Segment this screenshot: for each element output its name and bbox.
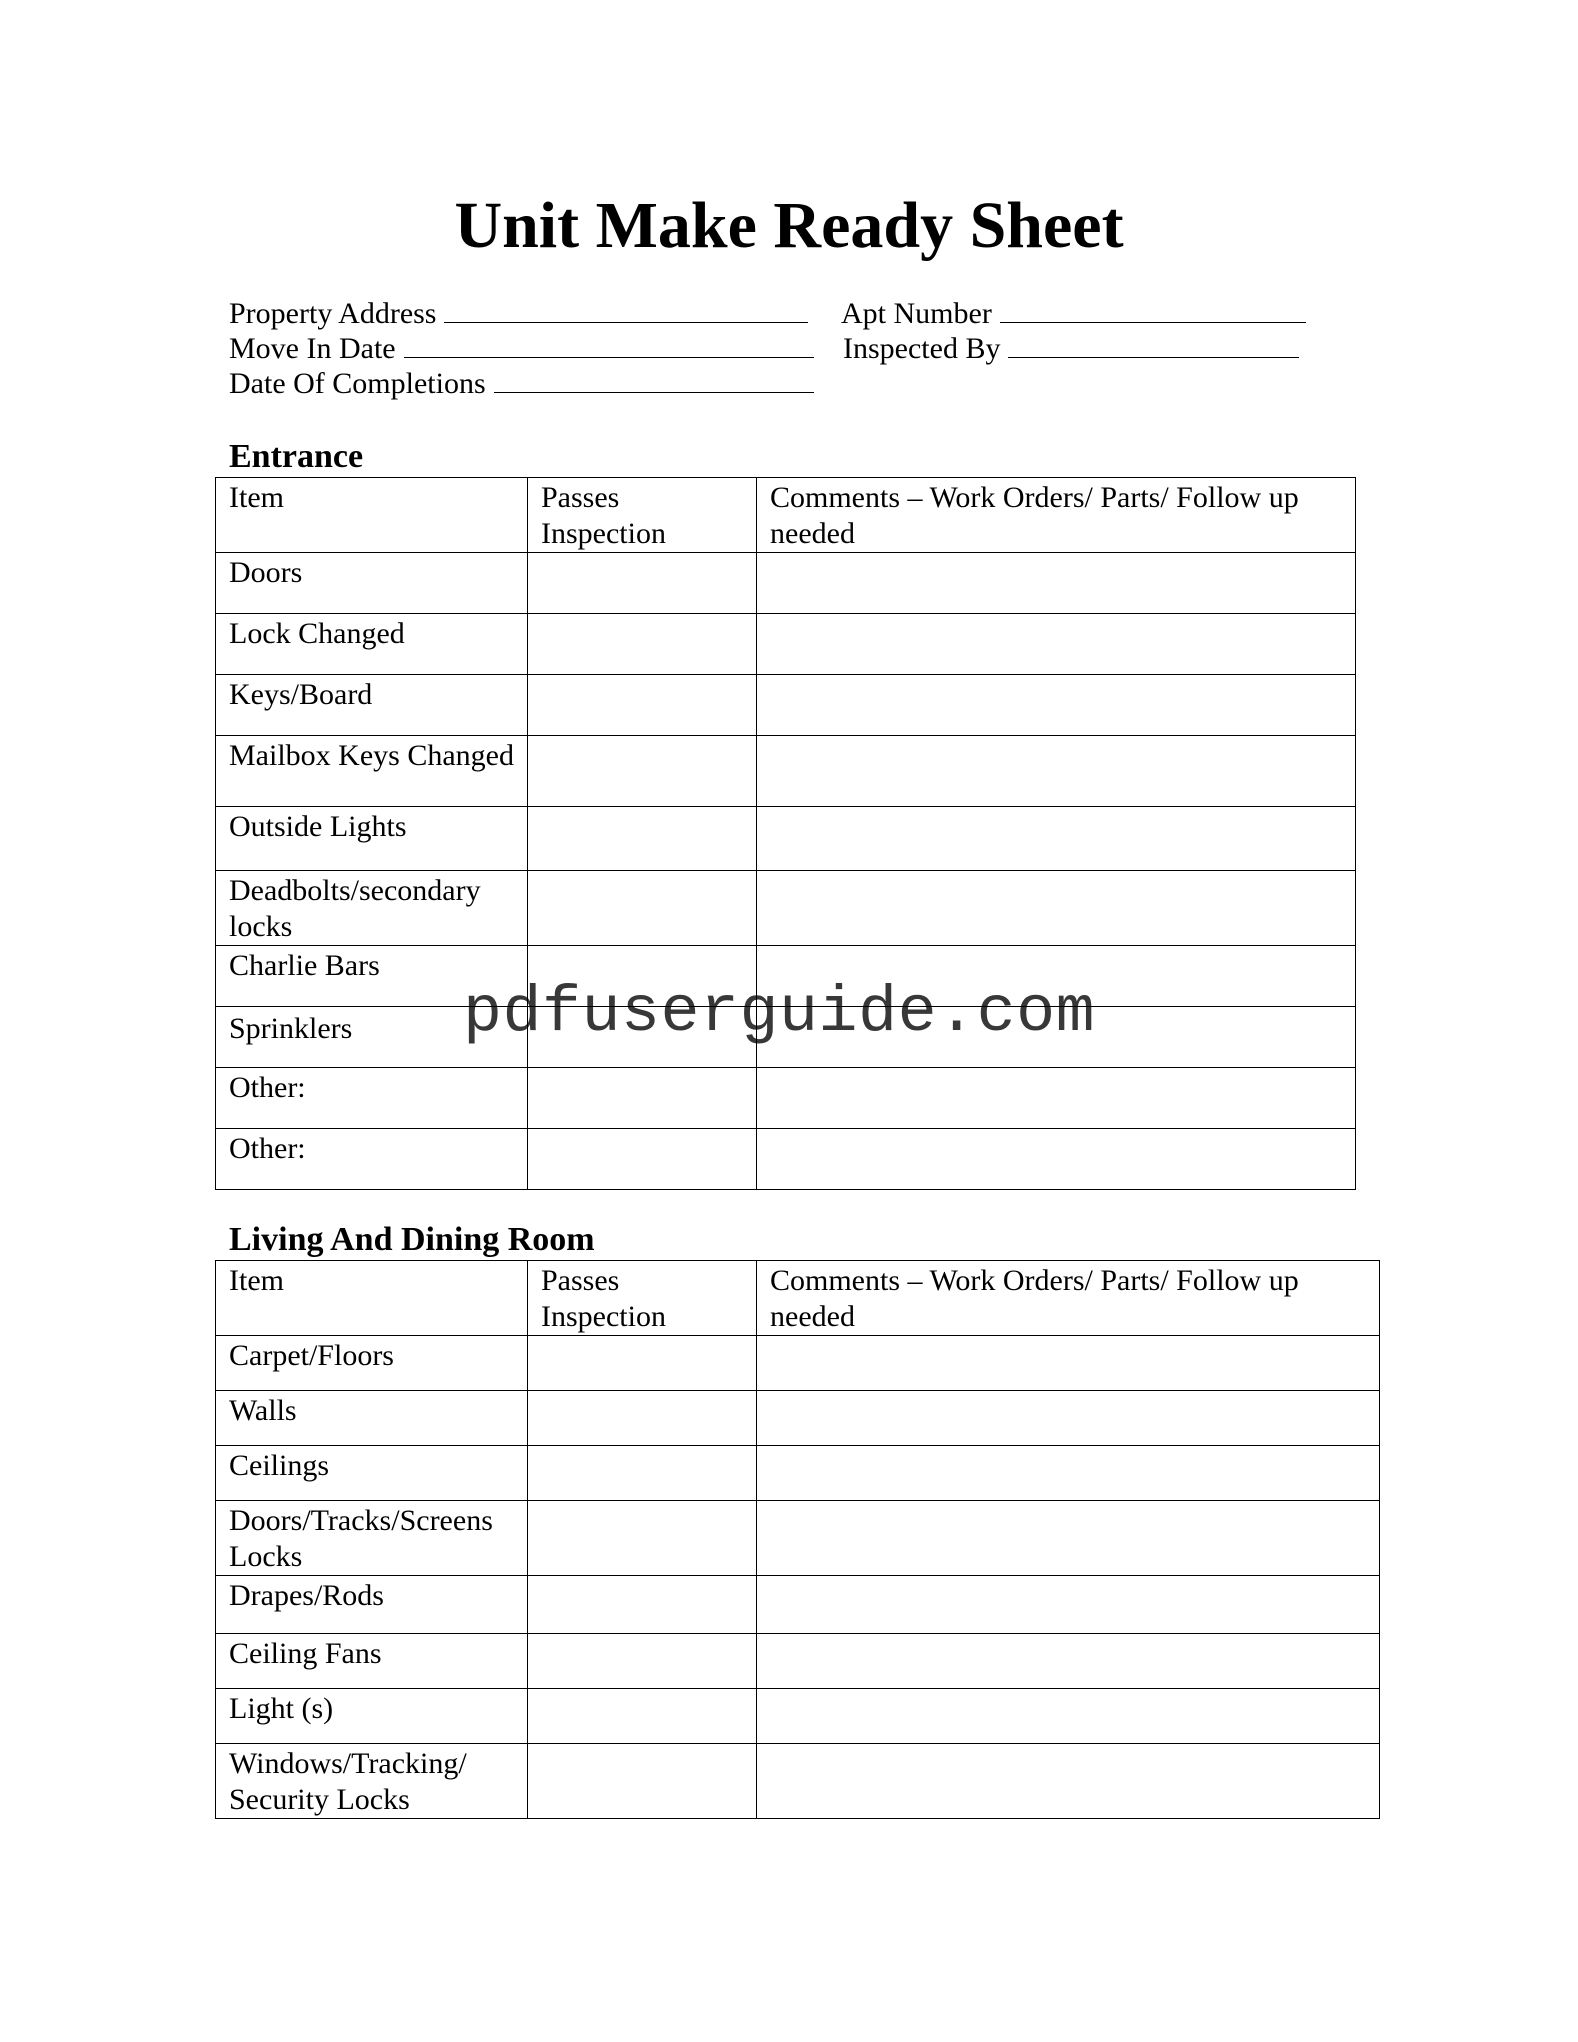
table-row [216, 1576, 1380, 1634]
comments-cell[interactable] [757, 1068, 1356, 1129]
property-address-label: Property Address [229, 297, 437, 330]
comments-cell[interactable] [757, 614, 1356, 675]
property-address-field[interactable] [229, 294, 808, 332]
move-in-date-field[interactable] [229, 329, 814, 367]
table-row [216, 871, 1356, 946]
passes-cell[interactable] [528, 1336, 757, 1391]
column-header-comments: Comments – Work Orders/ Parts/ Follow up needed [757, 1261, 1380, 1336]
watermark-text: pdfuserguide.com [463, 976, 1096, 1050]
comments-cell[interactable] [757, 1634, 1380, 1689]
passes-cell[interactable] [528, 1744, 757, 1819]
item-label: Ceilings [216, 1446, 528, 1501]
item-label: Carpet/Floors [216, 1336, 528, 1391]
date-of-completions-field[interactable] [229, 364, 814, 402]
comments-cell[interactable] [757, 1576, 1380, 1634]
comments-cell[interactable] [757, 871, 1356, 946]
move-in-date-line[interactable] [404, 329, 814, 358]
comments-cell[interactable] [757, 675, 1356, 736]
passes-cell[interactable] [528, 736, 757, 807]
item-label: Light (s) [216, 1689, 528, 1744]
passes-cell[interactable] [528, 1634, 757, 1689]
property-address-line[interactable] [444, 294, 808, 323]
comments-cell[interactable] [757, 1336, 1380, 1391]
passes-cell[interactable] [528, 1007, 757, 1068]
inspected-by-field[interactable] [843, 329, 1299, 367]
move-in-date-label: Move In Date [229, 332, 396, 365]
item-label: Drapes/Rods [216, 1576, 528, 1634]
item-label: Other: [216, 1068, 528, 1129]
item-label: Other: [216, 1129, 528, 1190]
item-label: Ceiling Fans [216, 1634, 528, 1689]
table-row [216, 946, 1356, 1007]
column-header-comments: Comments – Work Orders/ Parts/ Follow up needed [757, 478, 1356, 553]
column-header-passes: Passes Inspection [528, 1261, 757, 1336]
comments-cell[interactable] [757, 1391, 1380, 1446]
comments-cell[interactable] [757, 1689, 1380, 1744]
item-label: Outside Lights [216, 807, 528, 871]
passes-cell[interactable] [528, 1446, 757, 1501]
table-row [216, 1007, 1356, 1068]
passes-cell[interactable] [528, 1068, 757, 1129]
item-label: Walls [216, 1391, 528, 1446]
passes-cell[interactable] [528, 1129, 757, 1190]
table-row [216, 1689, 1380, 1744]
item-label: Mailbox Keys Changed [216, 736, 528, 807]
table-row [216, 1336, 1380, 1391]
comments-cell[interactable] [757, 807, 1356, 871]
passes-cell[interactable] [528, 614, 757, 675]
table-row [216, 736, 1356, 807]
comments-cell[interactable] [757, 1446, 1380, 1501]
inspected-by-label: Inspected By [843, 332, 1001, 365]
apt-number-line[interactable] [1000, 294, 1306, 323]
column-header-item: Item [216, 478, 528, 553]
table-row [216, 1068, 1356, 1129]
date-of-completions-label: Date Of Completions [229, 367, 486, 400]
table-row [216, 1446, 1380, 1501]
item-label: Lock Changed [216, 614, 528, 675]
table-row [216, 1634, 1380, 1689]
passes-cell[interactable] [528, 553, 757, 614]
table-row [216, 675, 1356, 736]
item-label: Deadbolts/secondary locks [216, 871, 528, 946]
comments-cell[interactable] [757, 1744, 1380, 1819]
inspected-by-line[interactable] [1008, 329, 1299, 358]
date-of-completions-line[interactable] [494, 364, 814, 393]
entrance-table [215, 477, 1356, 1190]
item-label: Keys/Board [216, 675, 528, 736]
passes-cell[interactable] [528, 871, 757, 946]
comments-cell[interactable] [757, 946, 1356, 1007]
column-header-passes: Passes Inspection [528, 478, 757, 553]
table-row [216, 614, 1356, 675]
table-header-row [216, 478, 1356, 553]
comments-cell[interactable] [757, 1129, 1356, 1190]
comments-cell[interactable] [757, 736, 1356, 807]
table-row [216, 1501, 1380, 1576]
table-row [216, 1744, 1380, 1819]
passes-cell[interactable] [528, 1501, 757, 1576]
item-label: Doors/Tracks/Screens Locks [216, 1501, 528, 1576]
item-label: Charlie Bars [216, 946, 528, 1007]
item-label: Sprinklers [216, 1007, 528, 1068]
table-row [216, 807, 1356, 871]
table-row [216, 553, 1356, 614]
table-header-row [216, 1261, 1380, 1336]
item-label: Windows/Tracking/ Security Locks [216, 1744, 528, 1819]
apt-number-label: Apt Number [841, 297, 992, 330]
section-heading-living-dining: Living And Dining Room [229, 1221, 595, 1258]
passes-cell[interactable] [528, 1391, 757, 1446]
passes-cell[interactable] [528, 675, 757, 736]
page-title: Unit Make Ready Sheet [454, 189, 1124, 262]
passes-cell[interactable] [528, 1689, 757, 1744]
passes-cell[interactable] [528, 1576, 757, 1634]
table-row [216, 1391, 1380, 1446]
comments-cell[interactable] [757, 553, 1356, 614]
passes-cell[interactable] [528, 807, 757, 871]
apt-number-field[interactable] [841, 294, 1306, 332]
comments-cell[interactable] [757, 1501, 1380, 1576]
comments-cell[interactable] [757, 1007, 1356, 1068]
column-header-item: Item [216, 1261, 528, 1336]
section-heading-entrance: Entrance [229, 438, 364, 475]
item-label: Doors [216, 553, 528, 614]
passes-cell[interactable] [528, 946, 757, 1007]
living-dining-table [215, 1260, 1380, 1819]
table-row [216, 1129, 1356, 1190]
